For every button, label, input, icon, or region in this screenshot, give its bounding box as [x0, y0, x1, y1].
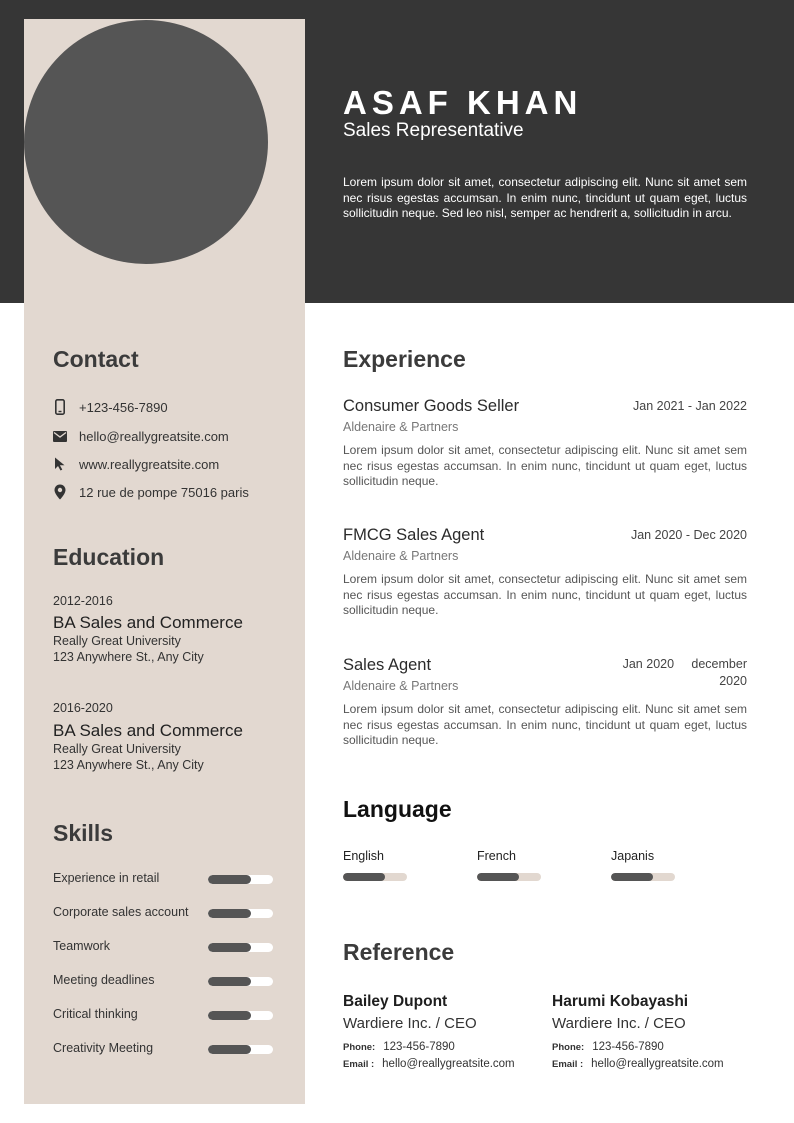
education-degree: BA Sales and Commerce — [53, 721, 243, 740]
job-company: Aldenaire & Partners — [343, 679, 459, 693]
reference-company: Wardiere Inc. / CEO — [343, 1015, 477, 1032]
skill-level-fill — [208, 875, 251, 884]
experience-heading: Experience — [343, 346, 466, 372]
phone-icon — [53, 399, 67, 415]
reference-name: Bailey Dupont — [343, 993, 448, 1010]
skill-name: Experience in retail — [53, 871, 160, 885]
skill-level-fill — [208, 1045, 251, 1054]
reference-phone — [552, 1041, 664, 1053]
education-degree: BA Sales and Commerce — [53, 613, 243, 632]
reference-email-value[interactable]: hello@reallygreatsite.com — [591, 1058, 724, 1070]
contact-phone — [53, 398, 168, 416]
language-name: English — [343, 849, 384, 863]
contact-phone-text[interactable]: +123-456-7890 — [79, 399, 168, 415]
skill-name: Teamwork — [53, 939, 110, 953]
education-school: Really Great University — [53, 742, 181, 756]
contact-website — [53, 455, 219, 473]
language-name: French — [477, 849, 516, 863]
skill-level-bar — [208, 909, 273, 918]
job-description: Lorem ipsum dolor sit amet, consectetur adipiscing elit. Nunc sit amet sem nec risus egestas accumsan. In enim nunc, tincidunt ut quam eget, luctus sollicitudin neque. — [343, 572, 747, 617]
phone-label: Phone: — [552, 1042, 585, 1053]
skill-level-fill — [208, 943, 251, 952]
skill-level-bar — [208, 1011, 273, 1020]
phone-label: Phone: — [343, 1042, 376, 1053]
skill-level-fill — [208, 909, 251, 918]
language-level-bar — [611, 873, 675, 881]
job-company: Aldenaire & Partners — [343, 420, 459, 434]
language-level-bar — [477, 873, 541, 881]
skill-name: Creativity Meeting — [53, 1041, 154, 1055]
contact-email — [53, 427, 229, 445]
language-level-bar — [343, 873, 407, 881]
skill-level-fill — [208, 977, 251, 986]
intro-paragraph: Lorem ipsum dolor sit amet, consectetur adipiscing elit. Nunc sit amet sem nec risus egestas accumsan. In enim nunc, tincidunt ut quam eget, luctus sollicitudin neque. Sed leo nisl, semper ac hendrerit a, sollicitudin in arcu. — [343, 175, 747, 221]
education-heading: Education — [53, 544, 165, 570]
skills-heading: Skills — [53, 820, 114, 846]
candidate-name: ASAF KHAN — [343, 84, 583, 121]
reference-heading: Reference — [343, 939, 455, 965]
language-level-fill — [343, 873, 385, 881]
job-title: Sales Agent — [343, 656, 432, 674]
language-heading: Language — [343, 796, 452, 822]
job-company: Aldenaire & Partners — [343, 549, 459, 563]
education-years: 2012-2016 — [53, 594, 113, 608]
location-icon — [53, 484, 67, 500]
cursor-icon — [53, 456, 67, 472]
email-label: Email : — [343, 1059, 375, 1070]
reference-email — [552, 1058, 724, 1070]
language-level-fill — [611, 873, 653, 881]
contact-email-text[interactable]: hello@reallygreatsite.com — [79, 428, 229, 444]
skill-name: Meeting deadlines — [53, 973, 155, 987]
reference-email — [343, 1058, 515, 1070]
reference-phone-value[interactable]: 123-456-7890 — [592, 1041, 664, 1053]
skill-level-bar — [208, 875, 273, 884]
language-level-fill — [477, 873, 519, 881]
education-school: Really Great University — [53, 634, 181, 648]
skill-level-fill — [208, 1011, 251, 1020]
job-dates: Jan 2021 - Jan 2022 — [633, 399, 747, 413]
skill-level-bar — [208, 977, 273, 986]
job-title: Consumer Goods Seller — [343, 397, 520, 415]
contact-address — [53, 483, 249, 501]
language-name: Japanis — [611, 849, 655, 863]
email-icon — [53, 428, 67, 444]
education-address: 123 Anywhere St., Any City — [53, 650, 204, 664]
education-address: 123 Anywhere St., Any City — [53, 758, 204, 772]
skill-level-bar — [208, 943, 273, 952]
skill-level-bar — [208, 1045, 273, 1054]
skill-name: Critical thinking — [53, 1007, 138, 1021]
reference-phone-value[interactable]: 123-456-7890 — [383, 1041, 455, 1053]
job-description: Lorem ipsum dolor sit amet, consectetur adipiscing elit. Nunc sit amet sem nec risus egestas accumsan. In enim nunc, tincidunt ut quam eget, luctus sollicitudin neque. — [343, 443, 747, 488]
reference-phone — [343, 1041, 455, 1053]
contact-heading: Contact — [53, 346, 139, 372]
job-description: Lorem ipsum dolor sit amet, consectetur adipiscing elit. Nunc sit amet sem nec risus egestas accumsan. In enim nunc, tincidunt ut quam eget, luctus sollicitudin neque. — [343, 702, 747, 747]
email-label: Email : — [552, 1059, 584, 1070]
contact-website-text[interactable]: www.reallygreatsite.com — [79, 456, 220, 472]
job-dates: Jan 2020 december — [622, 657, 747, 671]
skill-name: Corporate sales account — [53, 905, 189, 919]
contact-address-text: 12 rue de pompe 75016 paris — [79, 484, 249, 500]
job-title: FMCG Sales Agent — [343, 526, 485, 544]
candidate-role: Sales Representative — [343, 120, 524, 141]
reference-email-value[interactable]: hello@reallygreatsite.com — [382, 1058, 515, 1070]
reference-company: Wardiere Inc. / CEO — [552, 1015, 686, 1032]
education-years: 2016-2020 — [53, 701, 113, 715]
job-dates: Jan 2020 - Dec 2020 — [630, 528, 747, 542]
job-dates-continued: 2020 — [719, 674, 747, 688]
reference-name: Harumi Kobayashi — [552, 993, 689, 1010]
profile-photo-placeholder — [24, 20, 268, 264]
